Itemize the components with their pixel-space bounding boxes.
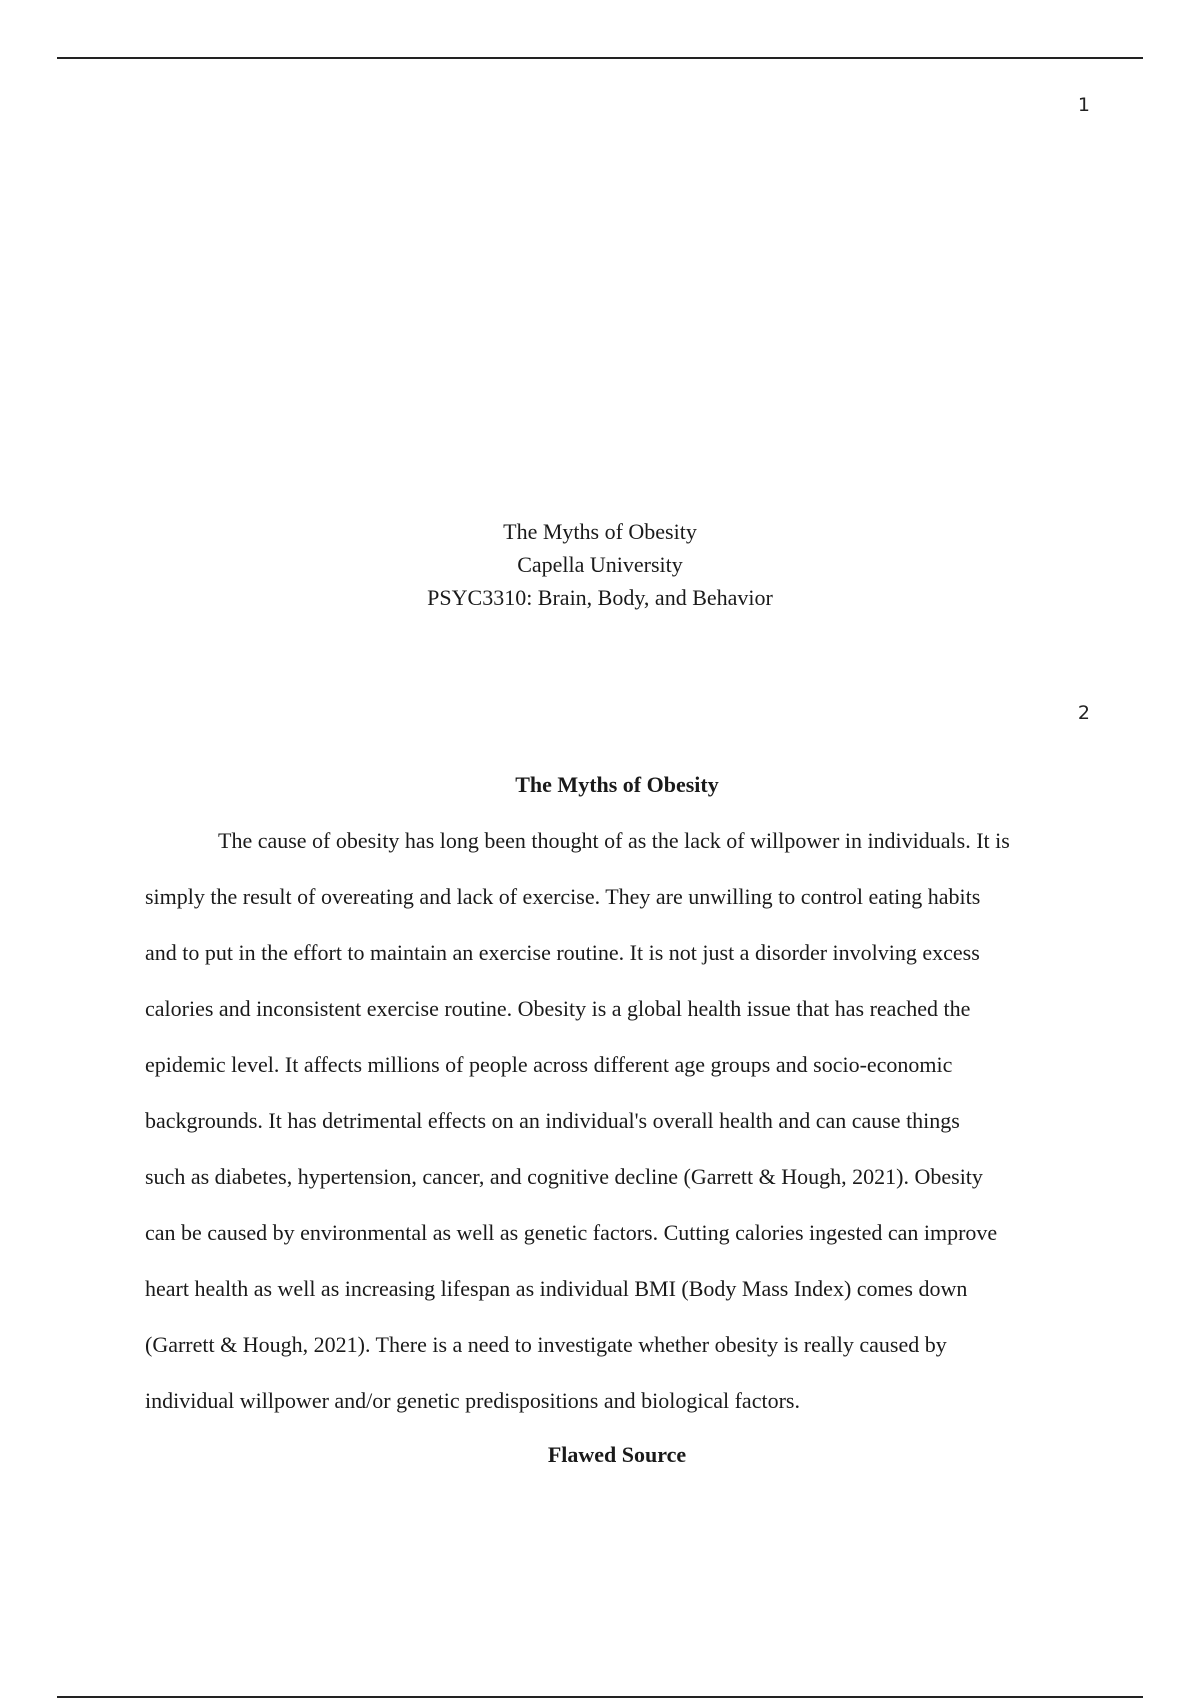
- body-paragraph: [145, 813, 1095, 1429]
- paragraph-line: and to put in the effort to maintain an exercise routine. It is not just a disorder involving excess: [145, 940, 980, 965]
- institution-name: Capella University: [517, 552, 683, 577]
- paper-title: The Myths of Obesity: [503, 519, 697, 544]
- page-number: 1: [1077, 94, 1090, 116]
- title-page-block: [0, 515, 1200, 614]
- paragraph-line: individual willpower and/or genetic predispositions and biological factors.: [145, 1388, 800, 1413]
- section-heading-title: The Myths of Obesity: [515, 772, 719, 797]
- paragraph-line: backgrounds. It has detrimental effects on an individual's overall health and can cause things: [145, 1108, 960, 1133]
- paragraph-line: (Garrett & Hough, 2021). There is a need to investigate whether obesity is really caused by: [145, 1332, 947, 1357]
- course-name: PSYC3310: Brain, Body, and Behavior: [427, 585, 773, 610]
- page-bottom-rule: [57, 1696, 1143, 1698]
- paragraph-line: can be caused by environmental as well as genetic factors. Cutting calories ingested can improve: [145, 1220, 998, 1245]
- paragraph-line: calories and inconsistent exercise routine. Obesity is a global health issue that has reached the: [145, 996, 971, 1021]
- page-number: 2: [1077, 702, 1090, 724]
- paragraph-line: epidemic level. It affects millions of people across different age groups and socio-economic: [145, 1052, 953, 1077]
- section-heading-flawed-source: Flawed Source: [547, 1442, 687, 1467]
- paragraph-line: heart health as well as increasing lifespan as individual BMI (Body Mass Index) comes down: [145, 1276, 968, 1301]
- page-top-rule: [57, 57, 1143, 59]
- paragraph-line: simply the result of overeating and lack of exercise. They are unwilling to control eating habits: [145, 884, 981, 909]
- paragraph-line: such as diabetes, hypertension, cancer, and cognitive decline (Garrett & Hough, 2021). Obesity: [145, 1164, 983, 1189]
- paragraph-line: The cause of obesity has long been thought of as the lack of willpower in individuals. It is: [218, 828, 1010, 853]
